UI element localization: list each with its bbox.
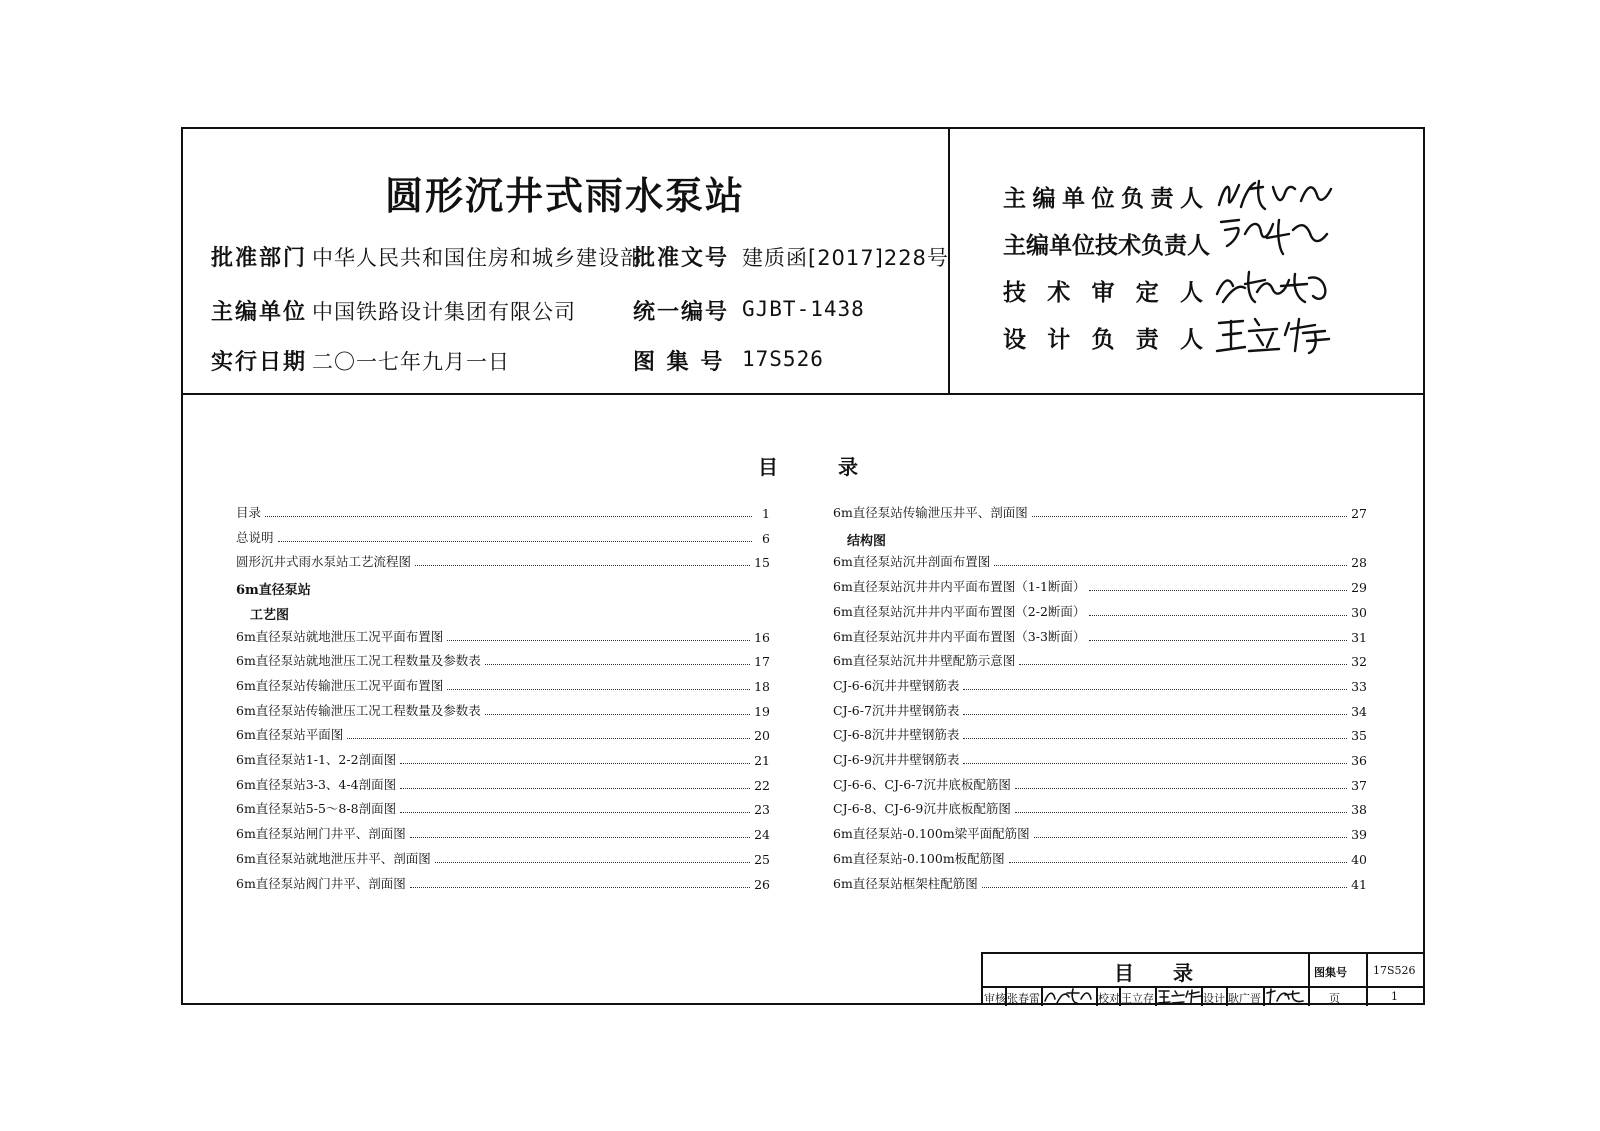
editor-unit-value: 中国铁路设计集团有限公司 [312,300,576,324]
title-block-design-name: 耿广晋 [1228,992,1261,1005]
toc-entry [236,651,770,669]
toc-entry [236,874,770,892]
editor-unit-label: 主编单位 [211,299,308,325]
toc-entry-page: 22 [754,777,770,793]
title-block-page-value: 1 [1391,990,1398,1003]
toc-entry-title: 圆形沉井式雨水泵站工艺流程图 [236,554,412,570]
toc-leader-dots [410,837,750,838]
toc-leader-dots [1015,812,1347,813]
toc-entry-title: CJ-6-9沉井井壁钢筋表 [833,752,960,767]
toc-entry [833,651,1367,669]
toc-entry-title: 6m直径泵站沉井井壁配筋示意图 [833,653,1016,669]
toc-entry-page: 24 [754,827,770,843]
toc-entry [833,775,1367,793]
toc-entry [833,627,1367,645]
toc-leader-dots [1015,788,1347,789]
toc-entry [236,750,770,768]
toc-entry-page: 18 [754,678,770,694]
toc-section-heading: 工艺图 [250,607,290,623]
toc-entry-title: 6m直径泵站沉井井内平面布置图（3-3断面） [833,628,1086,644]
toc-leader-dots [1089,590,1347,591]
toc-entry-page: 38 [1351,802,1367,818]
approve-dept-label: 批准部门 [211,245,308,271]
toc-section-heading: 结构图 [847,533,887,549]
approve-doc-label: 批准文号 [633,245,730,271]
toc-leader-dots [1089,615,1347,616]
toc-leader-dots [1019,664,1347,665]
toc-entry-title: CJ-6-8、CJ-6-9沉井底板配筋图 [833,801,1011,817]
toc-entry [833,824,1367,842]
toc-entry-title: 目录 [236,505,262,520]
toc-leader-dots [963,689,1347,690]
toc-entry-page: 33 [1351,678,1367,694]
approve-doc-value: 建质函[2017]228号 [742,246,949,270]
toc-entry-title: 6m直径泵站5-5～8-8剖面图 [236,801,397,817]
toc-entry-title: 6m直径泵站沉井剖面布置图 [833,554,991,570]
toc-entry-title: 6m直径泵站框架柱配筋图 [833,875,978,891]
title-block-design-label: 设计 [1203,992,1225,1005]
design-signature [1265,987,1307,1005]
toc-entry [833,849,1367,867]
toc-entry-page: 29 [1351,580,1367,596]
toc-entry-title: CJ-6-7沉井井壁钢筋表 [833,702,960,718]
toc-entry [236,676,770,694]
toc-entry [236,799,770,817]
responsible-role-2: 主 编 单 位 技 术 负 责 人 [1003,232,1210,259]
title-block-page-label: 页 [1329,992,1340,1005]
toc-leader-dots [347,738,750,739]
toc-entry-title: 6m直径泵站-0.100m梁平面配筋图 [833,826,1030,842]
signature-3 [1215,264,1335,308]
toc-entry-title: 6m直径泵站-0.100m板配筋图 [833,850,1005,866]
approve-dept-value: 中华人民共和国住房和城乡建设部 [312,246,642,270]
toc-leader-dots [400,788,750,789]
title-block-atlas-value: 17S526 [1373,964,1416,977]
toc-leader-dots [963,714,1347,715]
toc-entry-page: 41 [1351,876,1367,892]
toc-entry [236,627,770,645]
toc-entry [833,552,1367,570]
check-signature [1157,987,1201,1005]
toc-leader-dots [1009,862,1347,863]
toc-entry-page: 16 [754,629,770,645]
toc-entry-title: 6m直径泵站就地泄压井平、剖面图 [236,850,431,866]
toc-entry [833,725,1367,743]
toc-leader-dots [485,664,750,665]
document-title: 圆形沉井式雨水泵站 [384,173,745,218]
signature-4 [1215,313,1335,357]
toc-leader-dots [963,738,1347,739]
toc-entry-page: 35 [1351,728,1367,744]
toc-entry-page: 28 [1351,555,1367,571]
toc-entry-page: 17 [754,654,770,670]
toc-entry-page: 20 [754,728,770,744]
toc-leader-dots [447,640,750,641]
responsible-role-3: 技 术 审 定 人 [1003,279,1203,306]
toc-entry-page: 15 [754,555,770,571]
toc-leader-dots [278,541,752,542]
toc-leader-dots [435,862,750,863]
toc-entry-page: 19 [754,703,770,719]
toc-entry-page: 31 [1351,629,1367,645]
toc-entry [236,775,770,793]
responsible-role-1: 主 编 单 位 负 责 人 [1003,185,1203,212]
toc-entry [833,503,1367,521]
title-block-atlas-label: 图集号 [1314,966,1347,979]
toc-leader-dots [415,565,750,566]
toc-entry [833,577,1367,595]
toc-entry-page: 39 [1351,827,1367,843]
toc-entry-page: 25 [754,851,770,867]
toc-leader-dots [410,887,750,888]
toc-entry-title: 6m直径泵站3-3、4-4剖面图 [236,776,397,792]
toc-leader-dots [982,887,1347,888]
toc-entry [833,676,1367,694]
toc-section-heading: 6m直径泵站 [236,583,311,599]
toc-entry-page: 6 [762,530,770,546]
title-block-sheet-title: 目 录 [1114,961,1209,985]
toc-entry [236,824,770,842]
toc-entry-title: 6m直径泵站平面图 [236,727,344,743]
toc-entry-title: CJ-6-6、CJ-6-7沉井底板配筋图 [833,776,1011,792]
toc-entry-page: 27 [1351,506,1367,521]
review-signature [1043,987,1095,1005]
toc-entry-page: 34 [1351,703,1367,719]
effective-date-label: 实行日期 [211,349,308,375]
toc-entry [236,528,770,546]
toc-entry-page: 1 [762,506,770,521]
toc-entry-title: 6m直径泵站就地泄压工况平面布置图 [236,628,444,644]
toc-entry [236,503,770,521]
atlas-no-label: 图 集 号 [633,349,725,375]
toc-entry [833,701,1367,719]
title-block-review-name: 张春雷 [1007,992,1040,1005]
toc-entry-title: 6m直径泵站沉井井内平面布置图（1-1断面） [833,579,1086,595]
title-block-review-label: 审核 [984,992,1006,1005]
toc-leader-dots [1032,516,1347,517]
unified-no-value: GJBT-1438 [742,297,865,321]
effective-date-value: 二〇一七年九月一日 [312,350,510,374]
toc-entry [236,701,770,719]
toc-leader-dots [485,714,750,715]
toc-entry-title: 6m直径泵站传输泄压工况工程数量及参数表 [236,702,481,718]
unified-no-label: 统一编号 [633,299,730,325]
toc-leader-dots [265,516,752,517]
responsible-role-4: 设 计 负 责 人 [1003,326,1203,353]
toc-entry-title: 6m直径泵站传输泄压井平、剖面图 [833,505,1028,520]
toc-leader-dots [994,565,1347,566]
toc-entry-page: 23 [754,802,770,818]
toc-entry-title: 总说明 [236,529,274,545]
toc-entry-title: 6m直径泵站闸门井平、剖面图 [236,826,406,842]
toc-entry-title: CJ-6-8沉井井壁钢筋表 [833,727,960,743]
toc-leader-dots [963,763,1347,764]
toc-entry-title: 6m直径泵站沉井井内平面布置图（2-2断面） [833,603,1086,619]
toc-leader-dots [1034,837,1347,838]
toc-entry-page: 32 [1351,654,1367,670]
toc-entry-page: 37 [1351,777,1367,793]
toc-entry-title: 6m直径泵站传输泄压工况平面布置图 [236,677,444,693]
toc-entry-title: CJ-6-6沉井井壁钢筋表 [833,677,960,693]
toc-entry-page: 21 [754,753,770,768]
toc-leader-dots [447,689,750,690]
toc-leader-dots [400,763,750,764]
toc-entry-page: 40 [1351,851,1367,867]
atlas-no-value: 17S526 [742,347,824,371]
toc-entry-title: 6m直径泵站阀门井平、剖面图 [236,875,406,891]
toc-entry-page: 36 [1351,753,1367,768]
toc-leader-dots [1089,640,1347,641]
toc-entry [833,750,1367,768]
toc-leader-dots [400,812,750,813]
toc-entry-title: 6m直径泵站就地泄压工况工程数量及参数表 [236,653,481,669]
header-divider-horizontal [181,393,1425,395]
toc-entry-title: 6m直径泵站1-1、2-2剖面图 [236,752,397,767]
signature-2 [1215,212,1335,256]
toc-entry [833,874,1367,892]
toc-entry-page: 30 [1351,604,1367,620]
title-block [981,952,1425,1005]
toc-entry [236,849,770,867]
toc-entry [833,799,1367,817]
toc-entry-page: 26 [754,876,770,892]
toc-entry [236,552,770,570]
title-block-check-name: 王立存 [1121,992,1154,1005]
toc-heading: 目 录 [758,455,858,479]
toc-entry [833,602,1367,620]
title-block-check-label: 校对 [1098,992,1120,1005]
toc-entry [236,725,770,743]
